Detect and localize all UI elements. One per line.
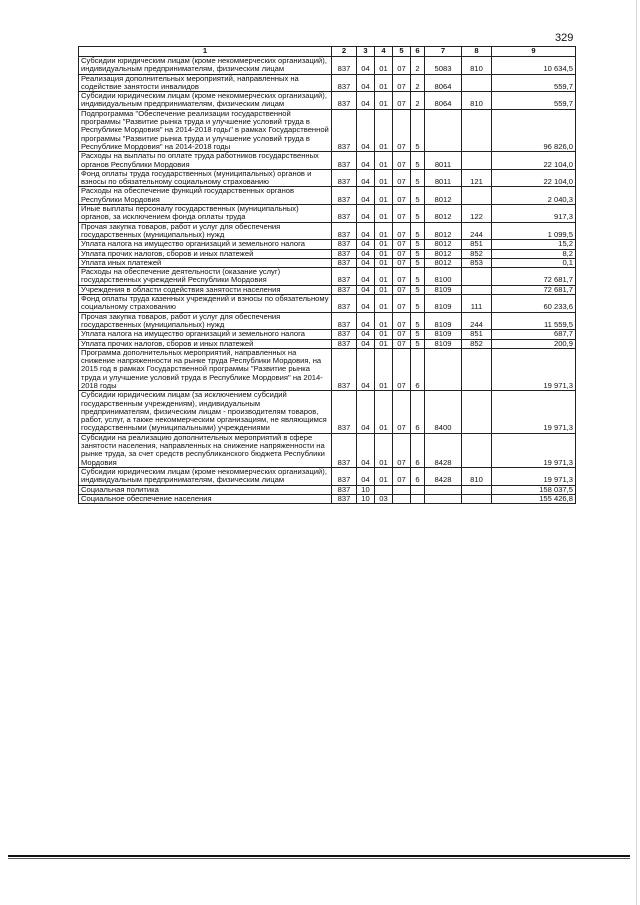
bottom-rule <box>8 855 630 857</box>
expense-type-code: 122 <box>462 205 492 223</box>
subprogram-code: 6 <box>411 433 425 467</box>
amount: 19 971,3 <box>492 433 576 467</box>
bottom-rule-thin <box>8 858 630 859</box>
subprogram-code: 5 <box>411 152 425 170</box>
amount: 687,7 <box>492 330 576 339</box>
program-code: 07 <box>393 240 411 249</box>
program-code: 07 <box>393 285 411 294</box>
subsection-code: 01 <box>375 92 393 110</box>
row-name: Учреждения в области содействия занятости населения <box>79 285 332 294</box>
subprogram-code: 5 <box>411 285 425 294</box>
column-header-2: 2 <box>332 47 357 57</box>
program-code: 07 <box>393 339 411 348</box>
table-row <box>79 222 576 240</box>
amount: 22 104,0 <box>492 152 576 170</box>
subsection-code: 01 <box>375 240 393 249</box>
table-row <box>79 240 576 249</box>
table-row <box>79 152 576 170</box>
target-code: 8109 <box>425 330 462 339</box>
program-code: 07 <box>393 187 411 205</box>
subsection-code: 01 <box>375 348 393 390</box>
expense-type-code <box>462 348 492 390</box>
table-row <box>79 74 576 92</box>
subsection-code: 01 <box>375 339 393 348</box>
column-header-5: 5 <box>393 47 411 57</box>
row-name: Прочая закупка товаров, работ и услуг для обеспечения государственных (муниципальных) нужд <box>79 222 332 240</box>
grbs-code: 837 <box>332 330 357 339</box>
table-row <box>79 312 576 330</box>
amount: 155 426,8 <box>492 494 576 503</box>
row-name: Социальная политика <box>79 485 332 494</box>
subsection-code: 01 <box>375 205 393 223</box>
section-code: 04 <box>357 169 375 187</box>
grbs-code: 837 <box>332 74 357 92</box>
grbs-code: 837 <box>332 109 357 151</box>
target-code <box>425 485 462 494</box>
row-name: Иные выплаты персоналу государственных (муниципальных) органов, за исключением фонда оплаты труда <box>79 205 332 223</box>
subsection-code: 01 <box>375 268 393 286</box>
row-name: Уплата прочих налогов, сборов и иных платежей <box>79 249 332 258</box>
subprogram-code: 5 <box>411 187 425 205</box>
expense-type-code <box>462 494 492 503</box>
expense-type-code: 810 <box>462 92 492 110</box>
expense-type-code: 853 <box>462 258 492 267</box>
subprogram-code: 2 <box>411 92 425 110</box>
row-name: Расходы на обеспечение деятельности (оказание услуг) государственных учреждений Республики Мордовия <box>79 268 332 286</box>
section-code: 04 <box>357 205 375 223</box>
row-name: Субсидии юридическим лицам (кроме некоммерческих организаций), индивидуальным предпринимателям, физическим лицам <box>79 467 332 485</box>
column-header-3: 3 <box>357 47 375 57</box>
target-code: 8012 <box>425 240 462 249</box>
amount: 158 037,5 <box>492 485 576 494</box>
row-name: Фонд оплаты труда государственных (муниципальных) органов и взносы по обязательному социальному страхованию <box>79 169 332 187</box>
table-header-row <box>79 47 576 57</box>
grbs-code: 837 <box>332 348 357 390</box>
program-code: 07 <box>393 169 411 187</box>
program-code: 07 <box>393 92 411 110</box>
section-code: 04 <box>357 433 375 467</box>
program-code: 07 <box>393 433 411 467</box>
program-code: 07 <box>393 74 411 92</box>
table-row <box>79 268 576 286</box>
table-row <box>79 295 576 313</box>
program-code: 07 <box>393 268 411 286</box>
row-name: Реализация дополнительных мероприятий, направленных на содействие занятости инвалидов <box>79 74 332 92</box>
program-code <box>393 494 411 503</box>
column-header-6: 6 <box>411 47 425 57</box>
expense-type-code <box>462 268 492 286</box>
amount: 96 826,0 <box>492 109 576 151</box>
target-code: 8109 <box>425 312 462 330</box>
subprogram-code: 5 <box>411 330 425 339</box>
grbs-code: 837 <box>332 240 357 249</box>
row-name: Уплата налога на имущество организаций и земельного налога <box>79 330 332 339</box>
expense-type-code <box>462 109 492 151</box>
table-row <box>79 467 576 485</box>
section-code: 04 <box>357 74 375 92</box>
column-header-7: 7 <box>425 47 462 57</box>
amount: 917,3 <box>492 205 576 223</box>
program-code: 07 <box>393 467 411 485</box>
subprogram-code: 5 <box>411 240 425 249</box>
section-code: 04 <box>357 285 375 294</box>
subprogram-code <box>411 485 425 494</box>
subprogram-code: 5 <box>411 222 425 240</box>
subsection-code <box>375 485 393 494</box>
subprogram-code: 5 <box>411 205 425 223</box>
grbs-code: 837 <box>332 268 357 286</box>
row-name: Программа дополнительных мероприятий, направленных на снижение напряженности на рынке труда Республики Мордовия, на 2015 год в рамках Государственной программы "Развитие рынка труда и улучшение условий труда в Республике Мордовия" на 2014-2018 годы <box>79 348 332 390</box>
target-code: 8011 <box>425 152 462 170</box>
program-code: 07 <box>393 258 411 267</box>
target-code: 8012 <box>425 205 462 223</box>
subprogram-code: 5 <box>411 169 425 187</box>
section-code: 04 <box>357 391 375 433</box>
subprogram-code: 5 <box>411 312 425 330</box>
target-code: 8109 <box>425 295 462 313</box>
target-code: 8064 <box>425 74 462 92</box>
subsection-code: 01 <box>375 433 393 467</box>
row-name: Социальное обеспечение населения <box>79 494 332 503</box>
subsection-code: 01 <box>375 187 393 205</box>
row-name: Субсидии юридическим лицам (кроме некоммерческих организаций), индивидуальным предпринимателям, физическим лицам <box>79 57 332 75</box>
section-code: 04 <box>357 57 375 75</box>
expense-type-code: 111 <box>462 295 492 313</box>
subsection-code: 01 <box>375 57 393 75</box>
table-row <box>79 485 576 494</box>
page-edge <box>636 0 637 905</box>
program-code: 07 <box>393 205 411 223</box>
amount: 559,7 <box>492 92 576 110</box>
amount: 1 099,5 <box>492 222 576 240</box>
grbs-code: 837 <box>332 187 357 205</box>
expense-type-code: 121 <box>462 169 492 187</box>
program-code: 07 <box>393 330 411 339</box>
section-code: 04 <box>357 222 375 240</box>
expense-type-code: 244 <box>462 312 492 330</box>
row-name: Субсидии на реализацию дополнительных мероприятий в сфере занятости населения, направленных на снижение напряженности на рынке труда, за счет средств республиканского бюджета Республики Мордовия <box>79 433 332 467</box>
amount: 22 104,0 <box>492 169 576 187</box>
program-code <box>393 485 411 494</box>
amount: 200,9 <box>492 339 576 348</box>
section-code: 04 <box>357 187 375 205</box>
section-code: 04 <box>357 467 375 485</box>
target-code <box>425 494 462 503</box>
grbs-code: 837 <box>332 249 357 258</box>
grbs-code: 837 <box>332 433 357 467</box>
page-number: 329 <box>555 32 574 44</box>
subsection-code: 01 <box>375 74 393 92</box>
grbs-code: 837 <box>332 467 357 485</box>
grbs-code: 837 <box>332 391 357 433</box>
program-code: 07 <box>393 109 411 151</box>
subsection-code: 01 <box>375 295 393 313</box>
target-code: 8012 <box>425 222 462 240</box>
section-code: 10 <box>357 485 375 494</box>
column-header-9: 9 <box>492 47 576 57</box>
grbs-code: 837 <box>332 494 357 503</box>
subsection-code: 01 <box>375 312 393 330</box>
subprogram-code: 5 <box>411 268 425 286</box>
row-name: Субсидии юридическим лицам (кроме некоммерческих организаций), индивидуальным предпринимателям, физическим лицам <box>79 92 332 110</box>
subsection-code: 01 <box>375 391 393 433</box>
table-row <box>79 494 576 503</box>
amount: 2 040,3 <box>492 187 576 205</box>
section-code: 04 <box>357 152 375 170</box>
amount: 8,2 <box>492 249 576 258</box>
subprogram-code: 6 <box>411 348 425 390</box>
program-code: 07 <box>393 348 411 390</box>
amount: 559,7 <box>492 74 576 92</box>
grbs-code: 837 <box>332 485 357 494</box>
grbs-code: 837 <box>332 339 357 348</box>
amount: 15,2 <box>492 240 576 249</box>
program-code: 07 <box>393 249 411 258</box>
grbs-code: 837 <box>332 169 357 187</box>
subprogram-code: 6 <box>411 467 425 485</box>
subprogram-code: 5 <box>411 295 425 313</box>
section-code: 04 <box>357 339 375 348</box>
subprogram-code: 5 <box>411 339 425 348</box>
target-code <box>425 348 462 390</box>
expense-type-code <box>462 433 492 467</box>
target-code: 8012 <box>425 249 462 258</box>
table-row <box>79 109 576 151</box>
program-code: 07 <box>393 312 411 330</box>
table-row <box>79 339 576 348</box>
row-name: Уплата иных платежей <box>79 258 332 267</box>
expense-type-code <box>462 152 492 170</box>
table-row <box>79 169 576 187</box>
table-row <box>79 205 576 223</box>
section-code: 04 <box>357 295 375 313</box>
grbs-code: 837 <box>332 222 357 240</box>
target-code: 8428 <box>425 433 462 467</box>
target-code: 8100 <box>425 268 462 286</box>
expense-type-code: 852 <box>462 339 492 348</box>
amount: 72 681,7 <box>492 268 576 286</box>
table-row <box>79 57 576 75</box>
expense-type-code: 852 <box>462 249 492 258</box>
grbs-code: 837 <box>332 57 357 75</box>
subprogram-code: 5 <box>411 109 425 151</box>
grbs-code: 837 <box>332 285 357 294</box>
subprogram-code: 5 <box>411 249 425 258</box>
subsection-code: 03 <box>375 494 393 503</box>
subsection-code: 01 <box>375 285 393 294</box>
row-name: Субсидии юридическим лицам (за исключением субсидий государственным учреждениям), индивидуальным предпринимателям, физическим лицам - производителям товаров, работ, услуг, а также некоммерческим организациям, не являющимся государственными (муниципальными) учреждениями <box>79 391 332 433</box>
row-name: Прочая закупка товаров, работ и услуг для обеспечения государственных (муниципальных) нужд <box>79 312 332 330</box>
row-name: Уплата прочих налогов, сборов и иных платежей <box>79 339 332 348</box>
amount: 19 971,3 <box>492 391 576 433</box>
grbs-code: 837 <box>332 312 357 330</box>
grbs-code: 837 <box>332 205 357 223</box>
target-code: 8109 <box>425 339 462 348</box>
budget-table <box>78 46 576 504</box>
target-code: 8428 <box>425 467 462 485</box>
section-code: 04 <box>357 348 375 390</box>
amount: 11 559,5 <box>492 312 576 330</box>
program-code: 07 <box>393 391 411 433</box>
table-row <box>79 92 576 110</box>
section-code: 04 <box>357 109 375 151</box>
section-code: 04 <box>357 92 375 110</box>
grbs-code: 837 <box>332 258 357 267</box>
program-code: 07 <box>393 152 411 170</box>
table-row <box>79 249 576 258</box>
amount: 10 634,5 <box>492 57 576 75</box>
subsection-code: 01 <box>375 330 393 339</box>
program-code: 07 <box>393 222 411 240</box>
expense-type-code: 851 <box>462 330 492 339</box>
table-row <box>79 330 576 339</box>
table-row <box>79 391 576 433</box>
target-code: 8064 <box>425 92 462 110</box>
section-code: 04 <box>357 312 375 330</box>
row-name: Расходы на выплаты по оплате труда работников государственных органов Республики Мордовия <box>79 152 332 170</box>
expense-type-code: 810 <box>462 467 492 485</box>
section-code: 04 <box>357 330 375 339</box>
expense-type-code <box>462 391 492 433</box>
subprogram-code: 2 <box>411 74 425 92</box>
target-code: 8400 <box>425 391 462 433</box>
expense-type-code <box>462 74 492 92</box>
section-code: 10 <box>357 494 375 503</box>
subsection-code: 01 <box>375 152 393 170</box>
expense-type-code <box>462 285 492 294</box>
expense-type-code: 851 <box>462 240 492 249</box>
expense-type-code: 244 <box>462 222 492 240</box>
subprogram-code: 6 <box>411 391 425 433</box>
target-code <box>425 109 462 151</box>
column-header-1: 1 <box>79 47 332 57</box>
column-header-8: 8 <box>462 47 492 57</box>
amount: 60 233,6 <box>492 295 576 313</box>
subprogram-code: 2 <box>411 57 425 75</box>
section-code: 04 <box>357 258 375 267</box>
amount: 19 971,3 <box>492 348 576 390</box>
expense-type-code <box>462 187 492 205</box>
target-code: 8012 <box>425 187 462 205</box>
subsection-code: 01 <box>375 467 393 485</box>
target-code: 8109 <box>425 285 462 294</box>
subsection-code: 01 <box>375 109 393 151</box>
subsection-code: 01 <box>375 249 393 258</box>
subprogram-code <box>411 494 425 503</box>
target-code: 8011 <box>425 169 462 187</box>
amount: 72 681,7 <box>492 285 576 294</box>
table-row <box>79 348 576 390</box>
subsection-code: 01 <box>375 222 393 240</box>
program-code: 07 <box>393 295 411 313</box>
row-name: Уплата налога на имущество организаций и земельного налога <box>79 240 332 249</box>
target-code: 8012 <box>425 258 462 267</box>
subsection-code: 01 <box>375 258 393 267</box>
target-code: 5083 <box>425 57 462 75</box>
amount: 19 971,3 <box>492 467 576 485</box>
table-row <box>79 187 576 205</box>
subsection-code: 01 <box>375 169 393 187</box>
row-name: Фонд оплаты труда казенных учреждений и взносы по обязательному социальному страхованию <box>79 295 332 313</box>
table-body <box>79 57 576 504</box>
row-name: Подпрограмма "Обеспечение реализации государственной программы "Развитие рынка труда и улучшение условий труда в Республике Мордовия" на 2014-2018 годы" в рамках Государственной программы "Развитие рынка труда и улучшение условий труда в Республике Мордовия" на 2014-2018 годы <box>79 109 332 151</box>
table-row <box>79 433 576 467</box>
row-name: Расходы на обеспечение функций государственных органов Республики Мордовия <box>79 187 332 205</box>
column-header-4: 4 <box>375 47 393 57</box>
amount: 0,1 <box>492 258 576 267</box>
grbs-code: 837 <box>332 152 357 170</box>
grbs-code: 837 <box>332 295 357 313</box>
section-code: 04 <box>357 240 375 249</box>
subprogram-code: 5 <box>411 258 425 267</box>
expense-type-code <box>462 485 492 494</box>
section-code: 04 <box>357 249 375 258</box>
grbs-code: 837 <box>332 92 357 110</box>
program-code: 07 <box>393 57 411 75</box>
expense-type-code: 810 <box>462 57 492 75</box>
section-code: 04 <box>357 268 375 286</box>
